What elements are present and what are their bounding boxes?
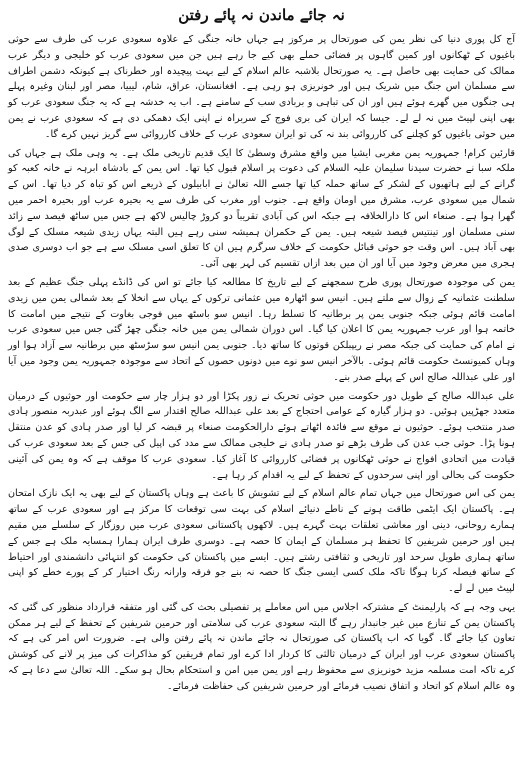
article-headline: نہ جائے ماندن نہ پائے رفتن	[178, 6, 345, 24]
article-paragraph: یہی وجہ ہے کہ پارلیمنٹ کے مشترکہ اجلاس میں اس معاملے پر تفصیلی بحث کی گئی اور متفقہ قرارداد منظور کی گئی کہ پاکستان یمن کے تنازع میں غیر جانبدار رہے گا البتہ سعودی عرب کی سلامتی اور حرمین شریفین کے تحفظ کے لیے ہر ممکن تعاون کیا جائے گا۔ گویا کہ اب پاکستان کی صورتحال نہ جائے ماندن نہ پائے رفتن والی ہے۔ ضرورت اس امر کی ہے کہ پاکستان سعودی عرب اور ایران کے درمیان ثالثی کا کردار ادا کرے اور تمام فریقین کو مذاکرات کی میز پر لانے کی کوشش کرے تاکہ امت مسلمہ مزید خونریزی سے محفوظ رہے اور یمن میں امن و استحکام بحال ہو سکے۔ اللہ تعالیٰ سے دعا ہے کہ وہ عالم اسلام کو اتحاد و اتفاق نصیب فرمائے اور حرمین شریفین کی حفاظت فرمائے۔	[8, 601, 515, 692]
article-paragraph: آج کل پوری دنیا کی نظر یمن کی صورتحال پر مرکوز ہے جہاں خانہ جنگی کے علاوہ سعودی عرب کی طرف سے حوثی باغیوں کے ٹھکانوں اور کمین گاہوں پر فضائی حملے بھی کیے جا رہے ہیں جن میں سعودی عرب کو خلیجی و دیگر عرب ممالک کی حمایت بھی حاصل ہے۔ یہ صورتحال بلاشبہ عالم اسلام کے لیے بہت پیچیدہ اور خطرناک ہے کیونکہ دشمن اطراف سے مسلمان اس جنگ میں شریک ہیں اور خونریزی ہو رہی ہے۔ افغانستان، عراق، شام، لیبیا، مصر اور لبنان وغیرہ پہلے ہی جنگوں میں گھرے ہوئے ہیں اور ان کی تباہی و بربادی سب کے سامنے ہے۔ اب یہ خدشہ ہے کہ یہ جنگ سعودی عرب کو بھی اپنی لپیٹ میں نہ لے لے۔ جیسا کہ ایران کی بری فوج کے سربراہ نے اپنی ایک دھمکی دی ہے کہ سعودی عرب نے یمن میں حوثی باغیوں کو کچلنے کی کارروائی بند نہ کی تو ایران سعودی عرب کے خلاف کارروائی سے گریز نہیں کرے گا۔	[8, 34, 515, 140]
article-paragraph: علی عبداللہ صالح کے طویل دور حکومت میں حوثی تحریک نے زور پکڑا اور دو ہزار چار سے حکومت اور حوثیوں کے درمیان متعدد جھڑپیں ہوئیں۔ دو ہزار گیارہ کے عوامی احتجاج کے بعد علی عبداللہ صالح اقتدار سے الگ ہوئے اور عبدربہ منصور ہادی صدر منتخب ہوئے۔ حوثیوں نے موقع سے فائدہ اٹھاتے ہوئے دارالحکومت صنعاء پر قبضہ کر لیا اور صدر ہادی کو عدن منتقل ہونا پڑا۔ حوثی جب عدن کی طرف بڑھے تو صدر ہادی نے خلیجی ممالک سے مدد کی اپیل کی جس کے بعد سعودی عرب کی قیادت میں اتحادی افواج نے حوثی ٹھکانوں پر فضائی کارروائی کا آغاز کیا۔ سعودی عرب کا موقف ہے کہ وہ یمن کی آئینی حکومت کی بحالی اور اپنی سرحدوں کے تحفظ کے لیے یہ اقدام کر رہا ہے۔	[8, 390, 515, 481]
article-paragraph: یمن کی موجودہ صورتحال پوری طرح سمجھنے کے لیے تاریخ کا مطالعہ کیا جائے تو اس کی ڈانڈے پہلی جنگ عظیم کے بعد سلطنت عثمانیہ کے زوال سے ملتے ہیں۔ انیس سو اٹھارہ میں عثمانی ترکوں کے یہاں سے انخلا کے بعد شمالی یمن میں زیدی امامت قائم ہوئی جبکہ جنوبی یمن پر برطانیہ کا تسلط رہا۔ انیس سو باسٹھ میں فوجی بغاوت کے نتیجے میں امامت کا خاتمہ ہوا اور عرب جمہوریہ یمن کا اعلان کیا گیا۔ اس دوران شمالی یمن میں خانہ جنگی چھڑ گئی جس میں سعودی عرب نے امام کی حمایت کی جبکہ مصر نے ریپبلکن قوتوں کا ساتھ دیا۔ جنوبی یمن انیس سو سڑسٹھ میں برطانیہ سے آزاد ہوا اور وہاں کمیونسٹ حکومت قائم ہوئی۔ بالآخر انیس سو نوے میں دونوں حصوں کے اتحاد سے موجودہ جمہوریہ یمن وجود میں آیا اور علی عبداللہ صالح اس کے پہلے صدر بنے۔	[8, 276, 515, 383]
article-paragraph: قارئین کرام! جمہوریہ یمن مغربی ایشیا میں واقع مشرق وسطیٰ کا ایک قدیم تاریخی ملک ہے۔ یہ وہی ملک ہے جہاں کی ملکہ سبا نے حضرت سیدنا سلیمان علیہ السلام کی دعوت پر اسلام قبول کیا تھا۔ اس یمن کے بادشاہ ابرہہ نے خانہ کعبہ کو گرانے کے لیے ہاتھیوں کے لشکر کے ساتھ حملہ کیا تھا جسے اللہ تعالیٰ نے ابابیلوں کے ذریعے اس کو تباہ کر دیا تھا۔ اس کے شمال میں سعودی عرب، مشرق میں اومان واقع ہے۔ جنوب اور مغرب کی طرف سے یہ بحیرہ عرب اور بحیرہ احمر میں گھرا ہوا ہے۔ صنعاء اس کا دارالخلافہ ہے جبکہ اس کی آبادی تقریباً دو کروڑ چالیس لاکھ ہے جس میں ساٹھ فیصد سے زائد سنی مسلمان اور تینتیس فیصد شیعہ ہیں۔ یمن کے حکمران ہمیشہ سنی رہے ہیں البتہ یہاں زیدی شیعہ مسلک کے لوگ بھی آباد ہیں۔ اس وقت جو حوثی قبائل حکومت کے خلاف سرگرم ہیں ان کا تعلق اسی مسلک سے ہے جو اب دوسری صدی ہجری میں معرض وجود میں آیا اور ان میں بعد ازاں تقسیم کی لہر بھی آئی۔	[8, 147, 515, 270]
article-paragraph: یمن کی اس صورتحال میں جہاں تمام عالم اسلام کے لیے تشویش کا باعث ہے وہاں پاکستان کے لیے بھی یہ ایک نازک امتحان ہے۔ پاکستان ایک ایٹمی طاقت ہونے کے ناطے دنیائے اسلام کی بہت سی توقعات کا مرکز ہے اور سعودی عرب کے ساتھ ہمارے روحانی، دینی اور معاشی تعلقات بہت گہرے ہیں۔ لاکھوں پاکستانی سعودی عرب میں روزگار کے سلسلے میں مقیم ہیں اور حرمین شریفین کا تحفظ ہر مسلمان کے ایمان کا حصہ ہے۔ دوسری طرف ایران ہمارا ہمسایہ ملک ہے جس کے ساتھ ہماری طویل سرحد اور تاریخی و ثقافتی رشتے ہیں۔ ایسے میں پاکستان کی حکومت کو انتہائی دانشمندی اور احتیاط کے ساتھ فیصلہ کرنا ہوگا تاکہ ملک کسی ایسی جنگ کا حصہ نہ بنے جو فرقہ وارانہ رنگ اختیار کر کے پورے خطے کو اپنی لپیٹ میں لے لے۔	[8, 488, 515, 595]
article-body	[8, 32, 515, 695]
